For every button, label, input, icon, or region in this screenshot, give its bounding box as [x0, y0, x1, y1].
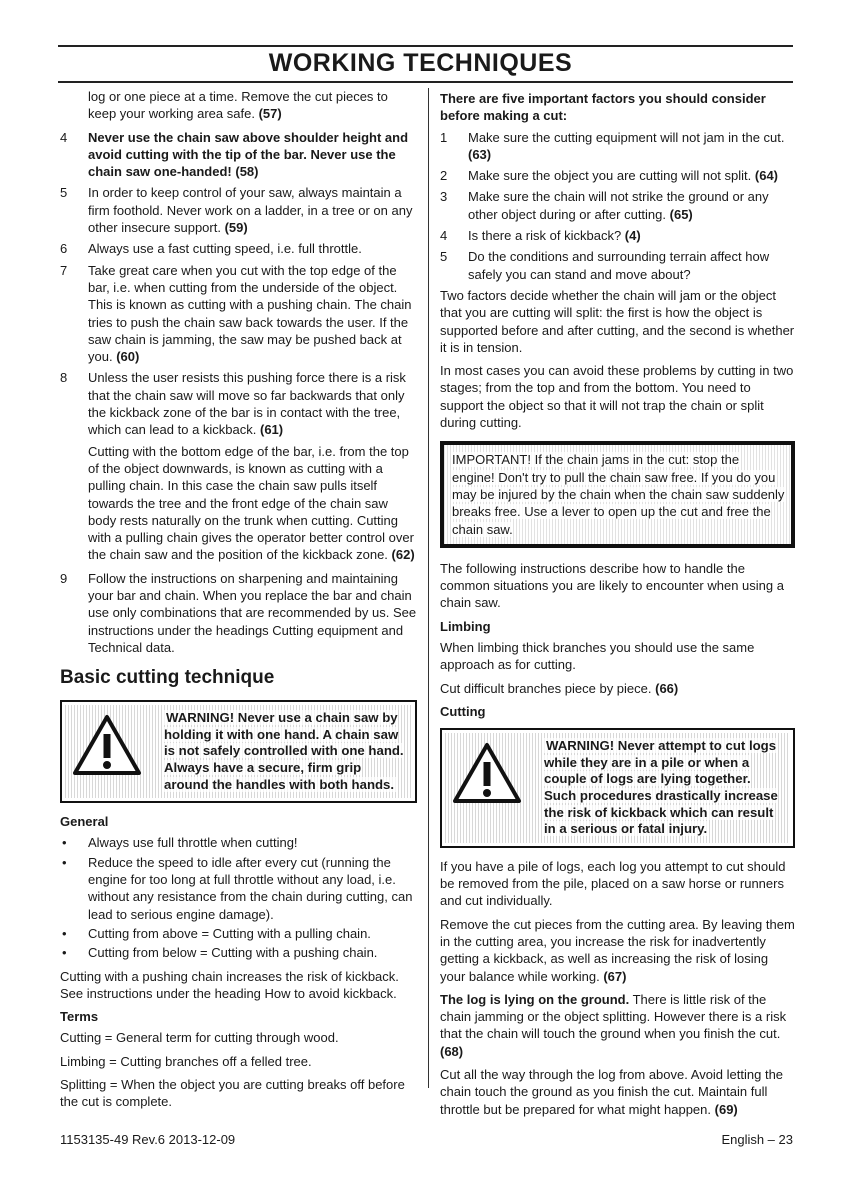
section-title-basic-cutting: Basic cutting technique [60, 667, 275, 689]
list-item-6: 6 Always use a fast cutting speed, i.e. full throttle. [60, 241, 362, 257]
term-limbing: Limbing = Cutting branches off a felled tree. [60, 1053, 312, 1069]
pile-paragraph: If you have a pile of logs, each log you attempt to cut should be removed from the pile, placed on a saw horse or runners and cut individually. [440, 858, 786, 909]
header-rule-bottom [58, 81, 793, 83]
general-heading: General [60, 814, 109, 830]
important-box [440, 441, 795, 547]
following-paragraph: The following instructions describe how to handle the common situations you are likely to encounter when using a chain saw. [440, 560, 784, 611]
list-item-8: 8 Unless the user resists this pushing force there is a risk that the chain saw will move so far backwards that only the kickback zone of the bar is in contact with the tree, which can lead to a kickback. (61) [60, 370, 406, 438]
remove-paragraph: Remove the cut pieces from the cutting area. By leaving them in the cutting area, you increase the risk for inadvertently getting a kickback, as well as increasing the risk of losing your balance while working. (67) [440, 916, 795, 984]
factor-item-5: 5 Do the conditions and surrounding terrain affect how safely you can stand and move about? [440, 249, 770, 282]
pushing-chain-note: Cutting with a pushing chain increases the risk of kickback. See instructions under the heading How to avoid kickback. [60, 968, 399, 1001]
limbing-paragraph: When limbing thick branches you should use the same approach as for cutting. [440, 640, 755, 673]
warning-triangle-icon [452, 742, 522, 804]
cut-all-paragraph: Cut all the way through the log from above. Avoid letting the chain touch the ground as you finish the cut. Maintain full throttle but be prepared for what might happen. (69) [440, 1067, 784, 1117]
two-factors-paragraph: Two factors decide whether the chain will jam or the object that you are cutting will split: the first is how the object is supported before and after cutting, and the second is whether it is in tension. [440, 287, 795, 355]
left-column [60, 88, 417, 1117]
list-item-4: 4 Never use the chain saw above shoulder height and avoid cutting with the tip of the bar. Never use the chain saw one-handed! (58) [60, 129, 409, 180]
footer-page-number: English – 23 [721, 1132, 793, 1147]
column-divider [428, 88, 429, 1088]
list-item-5: 5 In order to keep control of your saw, always maintain a firm foothold. Never work on a ladder, in a tree or on any other insecure support. (59) [60, 185, 413, 236]
important-text: IMPORTANT! If the chain jams in the cut: stop the engine! Don't try to pull the chain saw free. If you do you may be injured by the chain when the chain saw suddenly breaks free. Use a lever to open up the cut and free the chain saw. [452, 452, 785, 537]
right-column [440, 88, 795, 1124]
limbing-paragraph-2: Cut difficult branches piece by piece. (66) [440, 680, 679, 696]
intro-paragraph: log or one piece at a time. Remove the cut pieces to keep your working area safe. (57) [88, 89, 388, 122]
term-splitting: Splitting = When the object you are cutting breaks off before the cut is complete. [60, 1077, 405, 1110]
list-item-9: 9 Follow the instructions on sharpening and maintaining your bar and chain. When you replace the bar and chain use only combinations that are recommended by us. See instructions under the headings Cutting equipment and Technical data. [60, 570, 417, 655]
cutting-heading: Cutting [440, 703, 486, 719]
factor-item-4: 4 Is there a risk of kickback? (4) [440, 228, 641, 244]
warning-text: WARNING! Never attempt to cut logs while they are in a pile or when a couple of logs are lying together. Such procedures drastically increase the risk of kickback which can result in a serious or fatal injury. [544, 738, 778, 837]
warning-box-one-hand [60, 700, 417, 803]
page-title: WORKING TECHNIQUES [268, 49, 573, 77]
bullet-item: • Always use full throttle when cutting! [60, 834, 417, 851]
terms-heading: Terms [60, 1009, 99, 1025]
bullet-item: • Cutting from above = Cutting with a pulling chain. [60, 925, 417, 942]
list-item-8-continued: Cutting with the bottom edge of the bar, i.e. from the top of the object downwards, is known as cutting with a pulling chain. In this case the chain saw pulls itself towards the tree and the front edge of the chain saw body rests naturally on the trunk when cutting. Cutting with a pulling chain gives the operator better control over the chain saw and the position of the kickback zone. (62) [88, 443, 415, 563]
factor-item-3: 3 Make sure the chain will not strike the ground or any other object during or after cutting. (65) [440, 189, 769, 222]
limbing-heading: Limbing [440, 618, 491, 634]
bullet-item: • Cutting from below = Cutting with a pushing chain. [60, 944, 417, 961]
term-cutting: Cutting = General term for cutting through wood. [60, 1030, 339, 1046]
footer-doc-id: 1153135-49 Rev.6 2013-12-09 [60, 1132, 236, 1147]
warning-box-pile [440, 728, 795, 848]
ground-paragraph: The log is lying on the ground. There is little risk of the chain jamming or the object splitting. However there is a risk that the chain will touch the ground when you finish the cut. (68) [440, 991, 787, 1059]
factors-heading: There are five important factors you should consider before making a cut: [440, 91, 766, 124]
factor-item-1: 1 Make sure the cutting equipment will not jam in the cut. (63) [440, 129, 785, 162]
most-cases-paragraph: In most cases you can avoid these problems by cutting in two stages; from the top and from the bottom. You need to support the object so that it will not trap the chain or split during cutting. [440, 363, 794, 431]
list-item-7: 7 Take great care when you cut with the top edge of the bar, i.e. when cutting from the underside of the object. This is known as cutting with a pushing chain. The chain tries to push the chain saw back towards the user. If the saw chain is jamming, the saw may be pushed back at you. (60) [60, 262, 412, 365]
warning-triangle-icon [72, 714, 142, 776]
bullet-item: • Reduce the speed to idle after every cut (running the engine for too long at full throttle without any load, i.e. without any resistance from the chain during cutting, can lead to serious engine damage). [60, 854, 417, 923]
factor-item-2: 2 Make sure the object you are cutting will not split. (64) [440, 168, 779, 184]
warning-text: WARNING! Never use a chain saw by holding it with one hand. A chain saw is not safely controlled with one hand. Always have a secure, firm grip around the handles with both hands. [164, 710, 404, 792]
header-rule-top [58, 45, 793, 47]
